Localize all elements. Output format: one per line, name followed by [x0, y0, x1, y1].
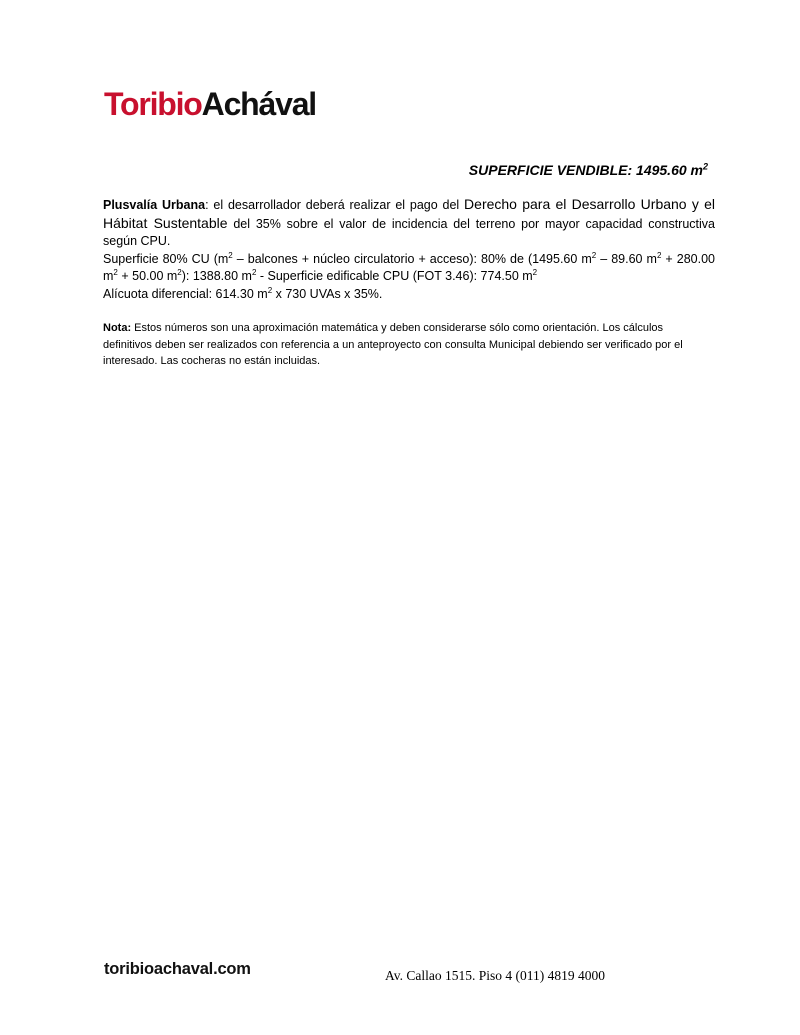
superficie-text-1: Superficie 80% CU (m — [103, 251, 229, 266]
plusvalia-title: Plusvalía Urbana — [103, 198, 206, 212]
alicuota-text-1: Alícuota diferencial: 614.30 m — [103, 286, 268, 301]
document-body — [103, 196, 715, 303]
alicuota-exp: 2 — [267, 285, 273, 295]
logo-part-toribio: Toribio — [104, 86, 202, 122]
superficie-paragraph — [103, 251, 715, 286]
logo-part-achaval: Achával — [201, 86, 316, 122]
note-paragraph — [103, 320, 715, 370]
superficie-exp-1: 2 — [228, 250, 233, 260]
superficie-exp-7: 2 — [532, 267, 538, 277]
superficie-text-7: - Superficie edificable CPU (FOT 3.46): 774.50 m — [256, 269, 533, 283]
superficie-text-2: – balcones + núcleo circulatorio + acceso): 80% de (1495.60 m — [232, 251, 592, 266]
alicuota-text-2: x 730 UVAs x 35%. — [272, 286, 383, 301]
plusvalia-text-2: del 35% sobre el valor de incidencia del terreno por mayor capacidad constructiva según CPU. — [103, 216, 715, 248]
footer-website: toribioachaval.com — [104, 960, 251, 978]
superficie-text-5: + 50.00 m — [117, 269, 178, 283]
plusvalia-paragraph — [103, 196, 715, 251]
superficie-exp-6: 2 — [251, 267, 257, 277]
superficie-text-6: ): 1388.80 m — [181, 269, 252, 283]
superficie-exp-4: 2 — [113, 267, 118, 277]
note-label: Nota: — [103, 322, 132, 334]
surface-headline — [469, 162, 708, 178]
headline-label: SUPERFICIE VENDIBLE: 1495.60 m — [468, 162, 703, 178]
superficie-text-3: – 89.60 m — [596, 251, 657, 266]
plusvalia-highlight: Derecho para el Desarrollo Urbano y el Hábitat Sustentable — [103, 196, 715, 231]
plusvalia-text-1: : el desarrollador deberá realizar el pago del — [205, 198, 465, 212]
superficie-text-4: + 280.00 m — [103, 251, 715, 283]
note-text: Estos números son una aproximación matemática y deben considerarse sólo como orientación. Los cálculos definitivos deben ser realizados con referencia a un anteproyecto con consulta Municipal debiendo ser verificado por el interesado. Las cocheras no están incluidas. — [103, 322, 683, 367]
headline-exponent: 2 — [702, 161, 708, 172]
superficie-exp-2: 2 — [591, 250, 597, 260]
alicuota-line — [103, 286, 715, 304]
footer-address: Av. Callao 1515. Piso 4 (011) 4819 4000 — [385, 968, 605, 983]
superficie-exp-3: 2 — [656, 250, 662, 260]
company-logo — [104, 84, 316, 124]
superficie-exp-5: 2 — [177, 267, 182, 277]
